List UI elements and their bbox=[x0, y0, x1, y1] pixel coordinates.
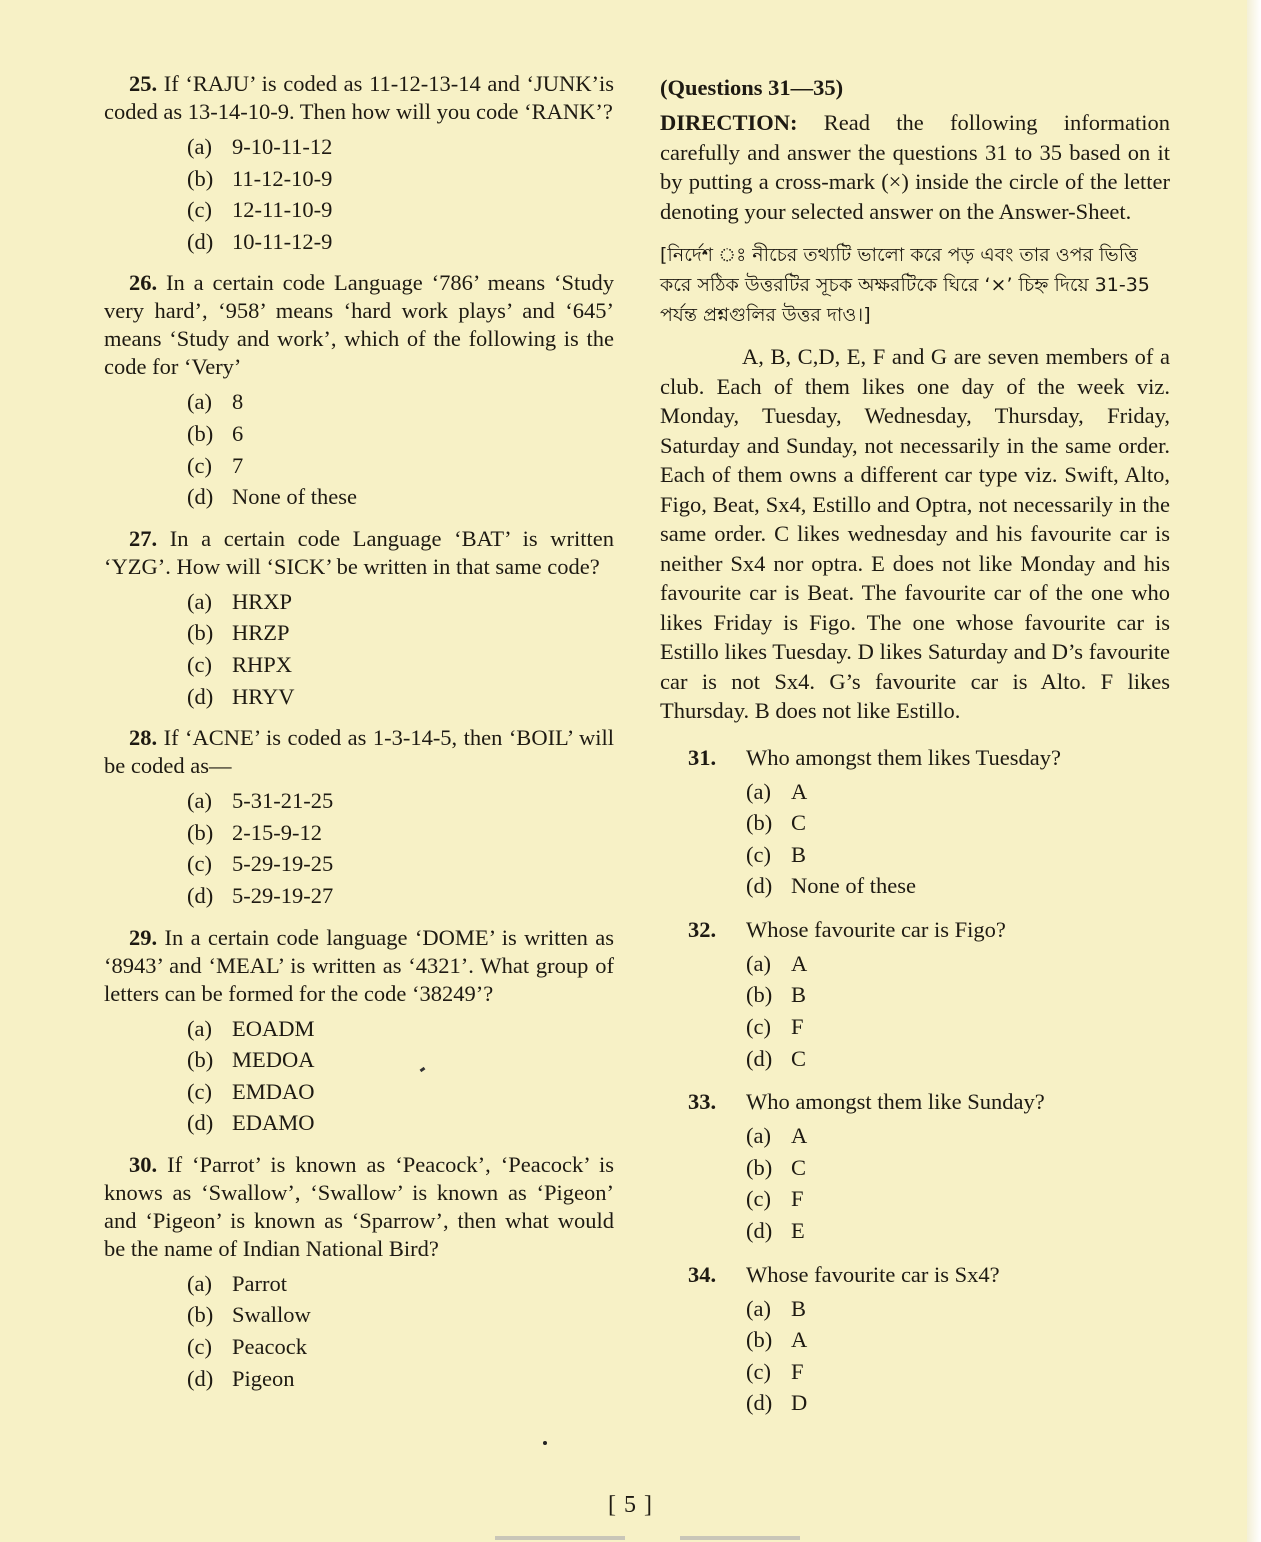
question-number: 33. bbox=[688, 1089, 717, 1115]
question-29 bbox=[104, 924, 614, 1139]
question-26-stem bbox=[104, 269, 614, 381]
option-label: (c) bbox=[187, 197, 212, 223]
scan-edge-strip bbox=[680, 1536, 800, 1540]
option-c bbox=[746, 1011, 1170, 1043]
question-30-stem bbox=[104, 1151, 614, 1263]
option-text: 8 bbox=[232, 389, 244, 415]
option-label: (c) bbox=[746, 841, 771, 867]
options-list bbox=[104, 1268, 614, 1394]
question-34-stem bbox=[660, 1261, 1170, 1289]
question-32-stem bbox=[660, 916, 1170, 944]
question-26 bbox=[104, 269, 614, 512]
option-text: 5-29-19-27 bbox=[232, 882, 334, 908]
option-c bbox=[187, 450, 614, 482]
option-d bbox=[746, 870, 1170, 902]
option-a bbox=[187, 1013, 614, 1045]
option-text: F bbox=[791, 1014, 804, 1040]
question-31 bbox=[660, 744, 1170, 902]
option-text: 9-10-11-12 bbox=[232, 134, 333, 159]
option-b bbox=[187, 1044, 614, 1076]
right-column bbox=[660, 70, 1170, 1433]
option-label: (c) bbox=[746, 1186, 771, 1212]
option-label: (b) bbox=[187, 1047, 214, 1073]
option-a bbox=[187, 386, 614, 418]
option-text: 5-29-19-25 bbox=[232, 851, 334, 877]
option-text: D bbox=[791, 1390, 808, 1416]
question-number: 27. bbox=[129, 525, 158, 551]
direction-text: Read the following information carefully and answer the questions 31 to 35 based on it by putting a cross-mark (×) inside the circle of the letter denoting your selected answer on the Answer-Sheet. bbox=[660, 110, 1170, 224]
option-c bbox=[187, 848, 614, 880]
option-a bbox=[187, 785, 614, 817]
option-text: B bbox=[791, 1295, 807, 1321]
option-label: (b) bbox=[187, 420, 214, 446]
question-number: 28. bbox=[129, 725, 158, 751]
option-label: (c) bbox=[187, 1078, 212, 1104]
option-text: E bbox=[791, 1218, 805, 1244]
option-text: A bbox=[791, 1327, 808, 1353]
option-a bbox=[746, 776, 1170, 808]
question-number: 29. bbox=[129, 924, 158, 950]
question-number: 34. bbox=[688, 1261, 717, 1287]
option-text: HRXP bbox=[232, 588, 293, 614]
option-label: (b) bbox=[187, 620, 214, 646]
option-b bbox=[187, 817, 614, 849]
question-number: 25. bbox=[129, 71, 158, 96]
question-number: 32. bbox=[688, 916, 717, 942]
option-text: 6 bbox=[232, 420, 244, 446]
question-27 bbox=[104, 525, 614, 712]
left-column bbox=[104, 70, 614, 1406]
option-text: 10-11-12-9 bbox=[232, 228, 333, 254]
option-text: 2-15-9-12 bbox=[232, 819, 322, 845]
question-30 bbox=[104, 1151, 614, 1394]
option-c bbox=[746, 839, 1170, 871]
scan-edge-strip bbox=[495, 1536, 625, 1540]
option-label: (a) bbox=[187, 788, 212, 814]
option-label: (c) bbox=[187, 651, 212, 677]
question-32 bbox=[660, 916, 1170, 1074]
option-d bbox=[187, 880, 614, 912]
option-text: B bbox=[791, 841, 807, 867]
option-c bbox=[746, 1183, 1170, 1215]
option-label: (d) bbox=[746, 1218, 773, 1244]
option-text: MEDOA bbox=[232, 1047, 315, 1073]
option-d bbox=[746, 1215, 1170, 1247]
option-b bbox=[187, 1299, 614, 1331]
option-label: (d) bbox=[746, 1390, 773, 1416]
options-list bbox=[660, 776, 1170, 902]
option-d bbox=[746, 1043, 1170, 1075]
options-list bbox=[104, 131, 614, 257]
question-text: Who amongst them likes Tuesday? bbox=[746, 744, 1061, 770]
question-31-stem bbox=[660, 744, 1170, 772]
option-text: A bbox=[791, 1123, 808, 1149]
question-text: If ‘ACNE’ is coded as 1-3-14-5, then ‘BOIL’ will be coded as— bbox=[104, 725, 615, 779]
option-text: F bbox=[791, 1358, 804, 1384]
question-number: 31. bbox=[688, 744, 717, 770]
option-b bbox=[187, 617, 614, 649]
question-34 bbox=[660, 1261, 1170, 1419]
option-label: (a) bbox=[187, 1015, 212, 1041]
option-label: (a) bbox=[187, 1270, 212, 1296]
ink-dot bbox=[543, 1441, 547, 1445]
option-label: (b) bbox=[746, 1327, 773, 1353]
option-b bbox=[746, 1324, 1170, 1356]
question-text: If ‘RAJU’ is coded as 11-12-13-14 and ‘JUNK’is coded as 13-14-10-9. Then how will you code ‘RANK’? bbox=[104, 71, 614, 124]
question-25 bbox=[104, 70, 614, 257]
option-text: EMDAO bbox=[232, 1078, 315, 1104]
options-list bbox=[660, 948, 1170, 1074]
option-label: (c) bbox=[187, 1334, 212, 1360]
option-label: (b) bbox=[187, 819, 214, 845]
question-text: In a certain code language ‘DOME’ is written as ‘8943’ and ‘MEAL’ is written as ‘4321’. What group of letters can be formed for the code ‘38249’? bbox=[104, 924, 614, 1006]
question-27-stem bbox=[104, 525, 614, 581]
option-text: RHPX bbox=[232, 651, 293, 677]
option-text: EOADM bbox=[232, 1015, 315, 1041]
question-25-stem bbox=[104, 70, 614, 126]
option-label: (d) bbox=[187, 1110, 214, 1136]
option-label: (a) bbox=[746, 1123, 771, 1149]
option-label: (c) bbox=[746, 1358, 771, 1384]
option-d bbox=[187, 226, 614, 258]
option-d bbox=[187, 681, 614, 713]
option-label: (a) bbox=[746, 1295, 771, 1321]
option-text: None of these bbox=[791, 873, 916, 899]
option-a bbox=[746, 1120, 1170, 1152]
option-label: (a) bbox=[187, 134, 212, 159]
option-label: (b) bbox=[746, 982, 773, 1008]
option-text: EDAMO bbox=[232, 1110, 315, 1136]
option-label: (a) bbox=[187, 389, 212, 415]
option-text: A bbox=[791, 778, 808, 804]
option-text: 7 bbox=[232, 452, 244, 478]
questions-range-heading: (Questions 31—35) bbox=[660, 75, 844, 100]
direction-paragraph bbox=[660, 108, 1170, 226]
bengali-direction: [নির্দেশ ঃ নীচের তথ্যটি ভালো করে পড় এবং তার ওপর ভিত্তি করে সঠিক উত্তরটির সূচক অক্ষরটিকে ঘিরে ‘×’ চিহ্ন দিয়ে 31-35 পর্যন্ত প্রশ্নগুলির উত্তর দাও।] bbox=[660, 244, 1150, 326]
options-list bbox=[104, 386, 614, 512]
question-text: Whose favourite car is Figo? bbox=[746, 916, 1006, 942]
option-label: (b) bbox=[746, 1154, 773, 1180]
option-label: (d) bbox=[746, 1045, 773, 1071]
option-d bbox=[746, 1387, 1170, 1419]
page-number: [ 5 ] bbox=[608, 1492, 653, 1518]
option-b bbox=[187, 418, 614, 450]
option-label: (b) bbox=[187, 1302, 214, 1328]
option-a bbox=[187, 131, 614, 163]
direction-label: DIRECTION: bbox=[660, 110, 798, 135]
option-c bbox=[187, 1076, 614, 1108]
option-b bbox=[746, 979, 1170, 1011]
option-text: 11-12-10-9 bbox=[232, 165, 333, 191]
option-label: (a) bbox=[746, 778, 771, 804]
option-label: (d) bbox=[187, 882, 214, 908]
option-a bbox=[187, 1268, 614, 1300]
option-text: 12-11-10-9 bbox=[232, 197, 333, 223]
option-label: (c) bbox=[187, 851, 212, 877]
option-text: Pigeon bbox=[232, 1365, 295, 1391]
option-d bbox=[187, 481, 614, 513]
option-c bbox=[187, 649, 614, 681]
option-b bbox=[187, 163, 614, 195]
question-number: 30. bbox=[129, 1151, 158, 1177]
options-list bbox=[660, 1120, 1170, 1246]
question-number: 26. bbox=[129, 270, 158, 296]
option-d bbox=[187, 1107, 614, 1139]
option-text: None of these bbox=[232, 484, 357, 510]
option-a bbox=[187, 586, 614, 618]
options-list bbox=[104, 586, 614, 712]
option-label: (c) bbox=[187, 452, 212, 478]
options-list bbox=[104, 785, 614, 911]
question-28 bbox=[104, 724, 614, 911]
option-label: (b) bbox=[187, 165, 214, 191]
option-c bbox=[187, 1331, 614, 1363]
question-text: In a certain code Language ‘786’ means ‘Study very hard’, ‘958’ means ‘hard work plays’ and ‘645’ means ‘Study and work’, which of the following is the code for ‘Very’ bbox=[104, 270, 614, 380]
option-text: C bbox=[791, 1045, 807, 1071]
options-list bbox=[660, 1293, 1170, 1419]
question-text: In a certain code Language ‘BAT’ is written ‘YZG’. How will ‘SICK’ be written in that same code? bbox=[104, 525, 615, 579]
option-label: (d) bbox=[187, 228, 214, 254]
puzzle-information: A, B, C,D, E, F and G are seven members of a club. Each of them likes one day of the week viz. Monday, Tuesday, Wednesday, Thursday, Friday, Saturday and Sunday, not necessarily in the same order. Each of them owns a different car type viz. Swift, Alto, Figo, Beat, Sx4, Estillo and Optra, not necessarily in the same order. C likes wednesday and his favourite car is neither Sx4 nor optra. E does not like Monday and his favourite car is Beat. The favourite car of the one who likes Friday is Figo. The one whose favourite car is Estillo likes Tuesday. D likes Saturday and D’s favourite car is not Sx4. G’s favourite car is Alto. F likes Thursday. B does not like Estillo. bbox=[660, 344, 1170, 723]
question-text: If ‘Parrot’ is known as ‘Peacock’, ‘Peacock’ is knows as ‘Swallow’, ‘Swallow’ is known as ‘Pigeon’ and ‘Pigeon’ is known as ‘Sparrow’, then what would be the name of Indian National Bird? bbox=[104, 1151, 614, 1261]
option-label: (b) bbox=[746, 810, 773, 836]
option-text: A bbox=[791, 950, 808, 976]
option-text: Swallow bbox=[232, 1302, 311, 1328]
question-29-stem bbox=[104, 924, 614, 1008]
option-a bbox=[746, 1293, 1170, 1325]
option-c bbox=[187, 194, 614, 226]
option-a bbox=[746, 948, 1170, 980]
option-text: C bbox=[791, 1154, 807, 1180]
option-b bbox=[746, 807, 1170, 839]
option-text: 5-31-21-25 bbox=[232, 788, 334, 814]
option-b bbox=[746, 1152, 1170, 1184]
question-28-stem bbox=[104, 724, 614, 780]
question-33 bbox=[660, 1088, 1170, 1246]
option-text: B bbox=[791, 982, 807, 1008]
option-label: (d) bbox=[187, 484, 214, 510]
option-text: F bbox=[791, 1186, 804, 1212]
option-text: HRYV bbox=[232, 683, 295, 709]
question-text: Whose favourite car is Sx4? bbox=[746, 1261, 1000, 1287]
option-label: (d) bbox=[746, 873, 773, 899]
option-label: (d) bbox=[187, 683, 214, 709]
option-label: (a) bbox=[746, 950, 771, 976]
option-text: Parrot bbox=[232, 1270, 287, 1296]
option-label: (d) bbox=[187, 1365, 214, 1391]
option-text: HRZP bbox=[232, 620, 290, 646]
page-edge bbox=[1247, 0, 1261, 1542]
options-list bbox=[104, 1013, 614, 1139]
option-text: C bbox=[791, 810, 807, 836]
option-label: (c) bbox=[746, 1014, 771, 1040]
option-d bbox=[187, 1363, 614, 1395]
option-label: (a) bbox=[187, 588, 212, 614]
question-text: Who amongst them like Sunday? bbox=[746, 1089, 1045, 1115]
question-33-stem bbox=[660, 1088, 1170, 1116]
option-text: Peacock bbox=[232, 1334, 307, 1360]
option-c bbox=[746, 1356, 1170, 1388]
